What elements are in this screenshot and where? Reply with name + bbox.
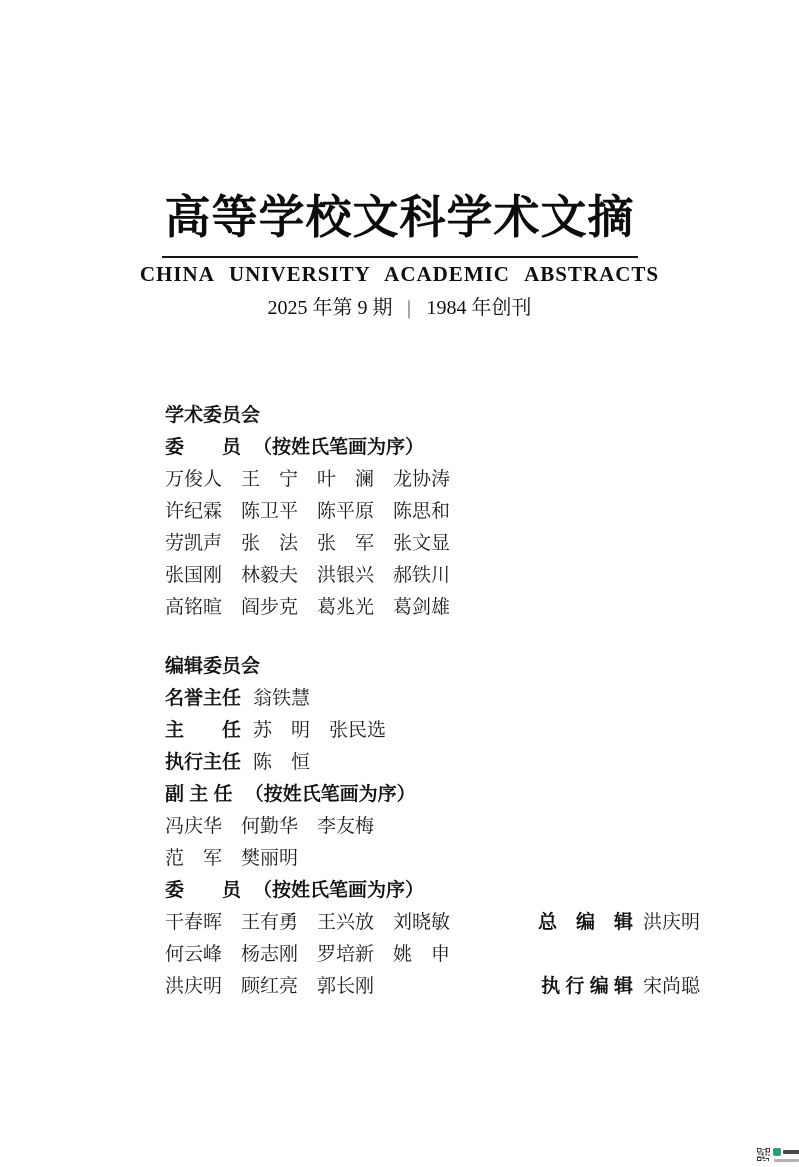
academic-committee-section	[165, 400, 700, 624]
member-role-label: 委 员	[165, 437, 242, 458]
journal-title-cn: 高等学校文科学术文摘	[164, 191, 635, 243]
executive-editor-name: 宋尚聪	[642, 976, 700, 997]
issue-line	[0, 291, 799, 320]
role-label: 副 主 任	[165, 784, 233, 805]
title-divider-rule	[162, 256, 638, 258]
order-note: （按姓氏笔画为序）	[244, 784, 416, 805]
editorial-member-row: 洪庆明 顾红亮 郭长刚	[165, 976, 375, 997]
editorial-member-row: 何云峰 杨志刚 罗培新 姚 申	[165, 944, 451, 965]
role-names: 陈 恒	[253, 752, 311, 773]
editorial-line-deputy-director-label	[165, 779, 700, 811]
editorial-committee-section	[165, 651, 700, 1003]
editorial-member-row: 干春晖 王有勇 王兴放 刘晓敏	[165, 912, 451, 933]
journal-title-en: CHINA UNIVERSITY ACADEMIC ABSTRACTS	[139, 262, 660, 286]
academic-member-row: 高铭暄 阎步克 葛兆光 葛剑雄	[165, 597, 451, 618]
academic-member-row: 张国刚 林毅夫 洪银兴 郝铁川	[165, 565, 451, 586]
executive-editor-entry	[541, 971, 700, 1003]
reader-app-logo-icon	[773, 1148, 781, 1156]
role-label: 执行主任	[165, 752, 242, 773]
editorial-line-executive-director	[165, 747, 700, 779]
editorial-line-member-label	[165, 875, 700, 907]
academic-member-label-line	[165, 432, 700, 464]
academic-committee-heading: 学术委员会	[165, 405, 261, 426]
member-role-label: 委 员	[165, 880, 242, 901]
editorial-member-row-with-executive-editor	[165, 971, 700, 1003]
scan-watermark	[757, 1148, 799, 1162]
editorial-member-row: 冯庆华 何勤华 李友梅	[165, 816, 375, 837]
issue-number: 2025 年第 9 期	[267, 297, 393, 319]
qr-code-icon	[757, 1148, 770, 1161]
editorial-line-director	[165, 715, 700, 747]
chief-editor-label: 总 编 辑	[537, 912, 633, 933]
editorial-member-row: 范 军 樊丽明	[165, 848, 299, 869]
academic-member-row: 万俊人 王 宁 叶 澜 龙协涛	[165, 469, 451, 490]
watermark-subtitle-text	[774, 1159, 799, 1162]
editorial-committee-heading: 编辑委员会	[165, 656, 261, 677]
founded-year: 1984 年创刊	[426, 297, 532, 319]
editorial-member-row-with-chief-editor	[165, 907, 700, 939]
editorial-line-honorary-director	[165, 683, 700, 715]
watermark-label	[773, 1148, 799, 1162]
chief-editor-name: 洪庆明	[642, 912, 700, 933]
role-names: 苏 明 张民选	[253, 720, 387, 741]
role-label: 主 任	[165, 720, 242, 741]
issue-separator: |	[407, 297, 412, 319]
order-note: （按姓氏笔画为序）	[253, 437, 425, 458]
role-label: 名誉主任	[165, 688, 242, 709]
chief-editor-entry	[538, 907, 700, 939]
order-note: （按姓氏笔画为序）	[253, 880, 425, 901]
committee-content	[165, 400, 700, 1003]
academic-member-row: 许纪霖 陈卫平 陈平原 陈思和	[165, 501, 451, 522]
executive-editor-label: 执 行 编 辑	[541, 976, 633, 997]
watermark-title-text	[783, 1150, 799, 1154]
academic-member-row: 劳凯声 张 法 张 军 张文显	[165, 533, 451, 554]
role-names: 翁铁慧	[253, 688, 311, 709]
